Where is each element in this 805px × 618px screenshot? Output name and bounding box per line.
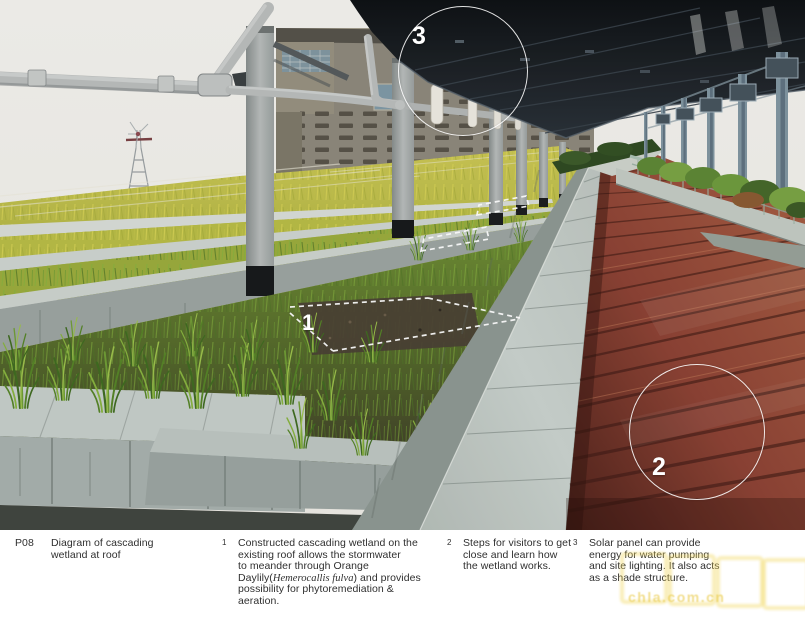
watermark-glyph bbox=[762, 558, 805, 610]
caption-line: energy for water pumping bbox=[589, 548, 710, 561]
watermark-url: chla.com.cn bbox=[628, 589, 726, 605]
note-2 bbox=[447, 538, 577, 573]
callout-number-1: 1 bbox=[302, 310, 315, 335]
caption-line: the wetland works. bbox=[463, 560, 551, 572]
caption-line-species: Daylily(Hemerocallis fulva) and provides bbox=[238, 571, 421, 584]
caption-line: Diagram of cascading bbox=[51, 537, 154, 549]
figure-title bbox=[51, 538, 211, 561]
note-1-number: 1 bbox=[222, 538, 227, 547]
figure-code: P08 bbox=[15, 537, 34, 549]
caption-line: and site lighting. It also acts bbox=[589, 560, 720, 572]
note-3-number: 3 bbox=[573, 538, 578, 547]
caption-bar bbox=[0, 530, 805, 618]
caption-line: as a shade structure. bbox=[589, 571, 689, 584]
caption-line: possibility for phytoremediation & bbox=[238, 583, 394, 595]
species-name: Hemerocallis fulva bbox=[272, 572, 354, 584]
caption-line: existing roof allows the stormwater bbox=[238, 548, 401, 561]
caption-line: Constructed cascading wetland on the bbox=[238, 537, 418, 549]
caption-line: aeration. bbox=[238, 594, 280, 607]
note-1 bbox=[222, 538, 447, 607]
callout-ring-2 bbox=[629, 364, 765, 500]
caption-line: wetland at roof bbox=[51, 548, 121, 561]
caption-line: Steps for visitors to get bbox=[463, 537, 572, 549]
caption-line: Solar panel can provide bbox=[589, 537, 701, 549]
caption-line: close and learn how bbox=[463, 548, 558, 561]
callout-number-3: 3 bbox=[412, 22, 426, 50]
callout-number-2: 2 bbox=[652, 453, 666, 481]
note-2-number: 2 bbox=[447, 538, 452, 547]
caption-line: to meander through Orange bbox=[238, 560, 369, 572]
